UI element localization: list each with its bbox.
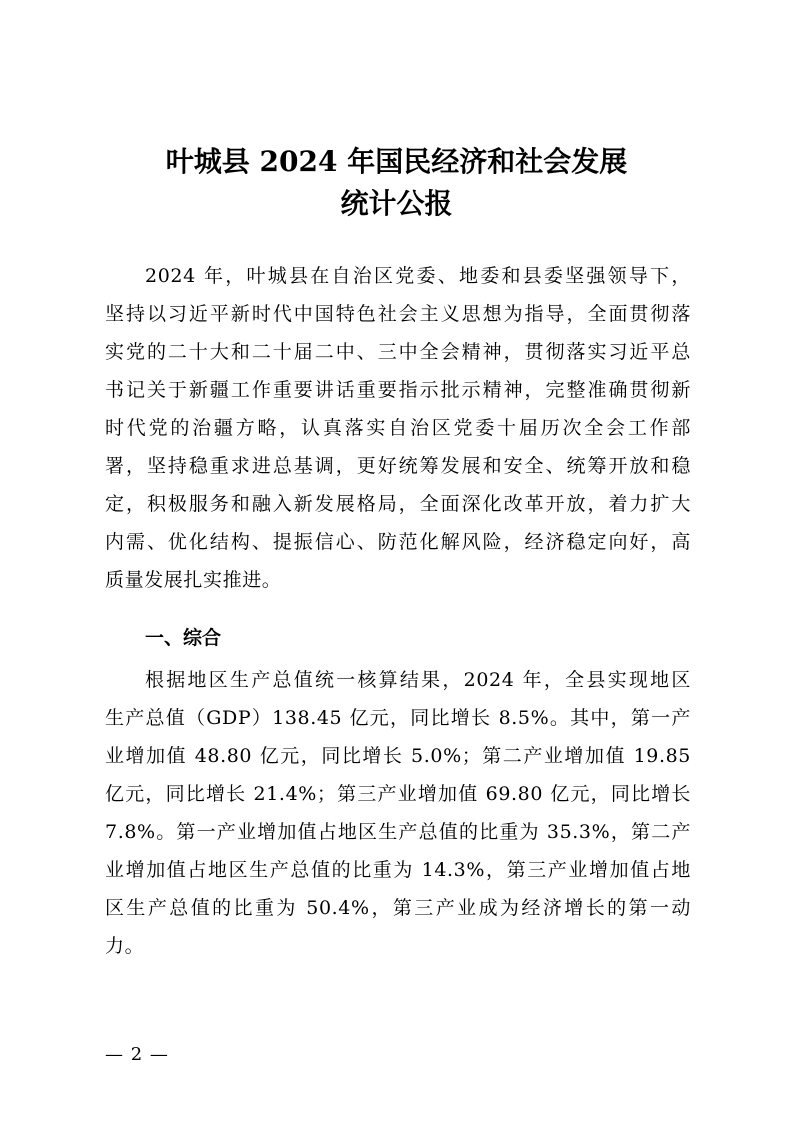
section-heading-overview: 一、综合 [145,627,222,649]
intro-line: 定，积极服务和融入新发展格局，全面深化改革开放，着力扩大 [105,493,691,515]
document-title-line-2: 统计公报 [340,187,453,220]
document-title-line-1: 叶城县 2024 年国民经济和社会发展 [165,145,628,178]
intro-line: 内需、优化结构、提振信心、防范化解风险，经济稳定向好，高 [105,531,691,553]
intro-line: 质量发展扎实推进。 [105,569,282,591]
intro-line: 书记关于新疆工作重要讲话重要指示批示精神，完整准确贯彻新 [105,379,691,401]
section1-line: 亿元，同比增长 21.4%；第三产业增加值 69.80 亿元，同比增长 [105,783,691,805]
intro-line: 2024 年，叶城县在自治区党委、地委和县委坚强领导下， [145,265,691,287]
intro-line: 实党的二十大和二十届二中、三中全会精神，贯彻落实习近平总 [105,341,691,363]
page-number: — 2 — [105,1044,169,1065]
section1-line: 生产总值（GDP）138.45 亿元，同比增长 8.5%。其中，第一产 [105,707,691,729]
section1-line: 区生产总值的比重为 50.4%，第三产业成为经济增长的第一动 [105,897,691,919]
section1-line: 根据地区生产总值统一核算结果，2024 年，全县实现地区 [145,669,691,691]
section1-line: 7.8%。第一产业增加值占地区生产总值的比重为 35.3%，第二产 [105,821,691,843]
section1-line: 业增加值 48.80 亿元，同比增长 5.0%；第二产业增加值 19.85 [105,745,691,767]
section1-line: 业增加值占地区生产总值的比重为 14.3%，第三产业增加值占地 [105,859,691,881]
intro-line: 署，坚持稳重求进总基调，更好统筹发展和安全、统筹开放和稳 [105,455,691,477]
intro-line: 时代党的治疆方略，认真落实自治区党委十届历次全会工作部 [105,417,691,439]
section1-line: 力。 [105,935,145,957]
intro-line: 坚持以习近平新时代中国特色社会主义思想为指导，全面贯彻落 [105,303,691,325]
